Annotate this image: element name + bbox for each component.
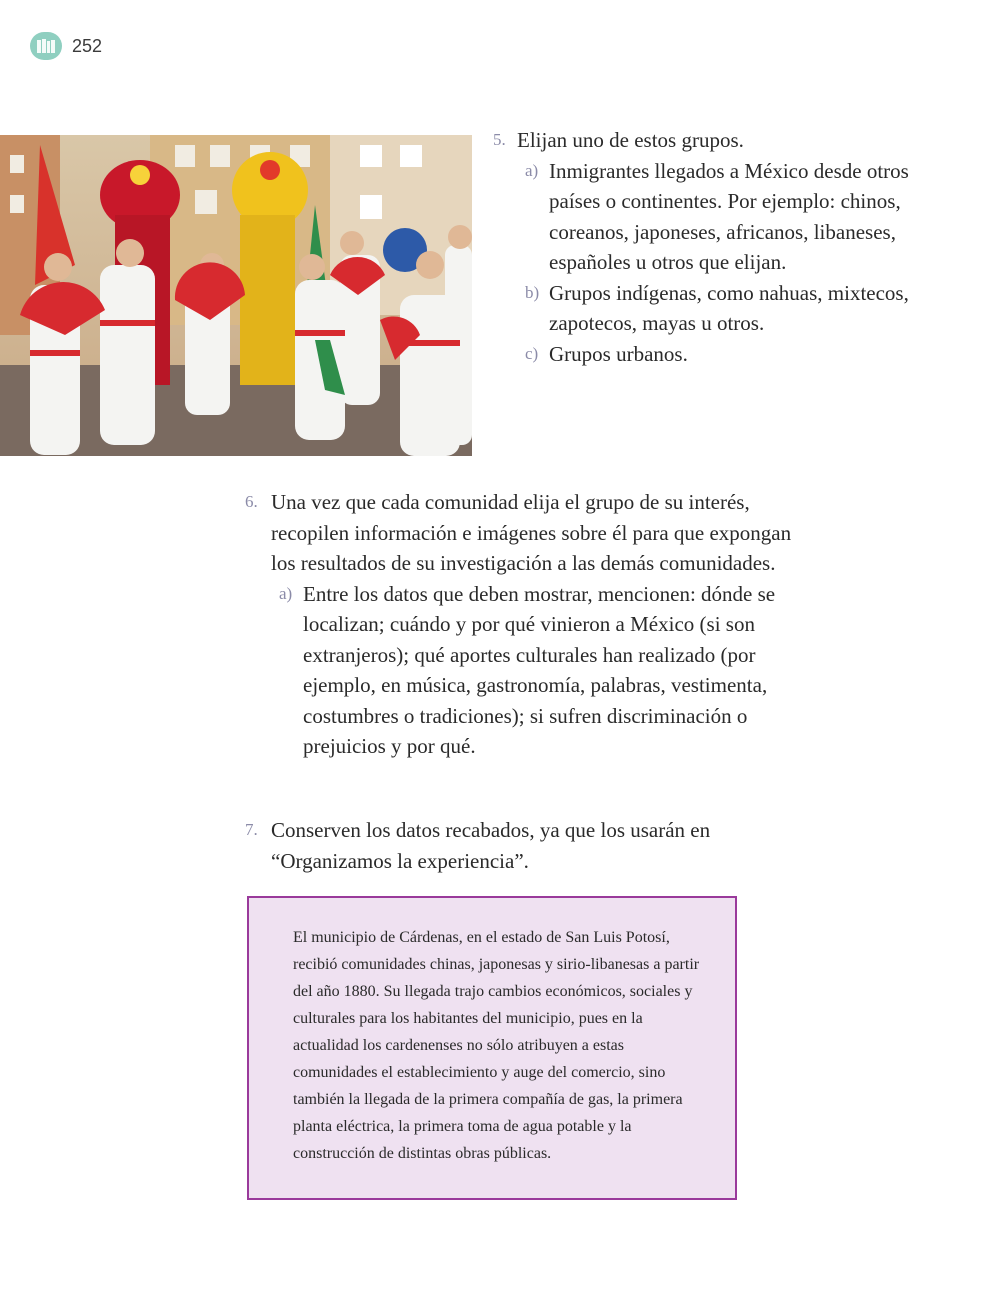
- parade-photo: [0, 135, 472, 456]
- sub-item-a: [279, 579, 805, 762]
- books-logo-icon: [30, 32, 62, 60]
- activity-number: 6.: [245, 492, 258, 511]
- sub-item-text: Grupos indígenas, como nahuas, mixtecos, zapotecos, mayas u otros.: [549, 280, 909, 335]
- sub-item-letter: b): [525, 282, 540, 302]
- sub-item-text: Entre los datos que deben mostrar, mencionen: dónde se localizan; cuándo y por qué vinieron a México (si son extranjeros); qué aportes culturales han realizado (por ejemplo, en música, gastronomía, palabras, vestimenta, costumbres o tradiciones); si sufren discriminación o prejuicios y por qué.: [303, 581, 776, 758]
- activity-7-item: [245, 815, 765, 876]
- activity-text: Una vez que cada comunidad elija el grupo de su interés, recopilen información e imágenes sobre él para que expongan los resultados de su investigación a las demás comunidades.: [271, 490, 792, 575]
- activity-text: Conserven los datos recabados, ya que los usarán en “Organizamos la experiencia”.: [271, 818, 711, 873]
- info-box-text: El municipio de Cárdenas, en el estado de San Luis Potosí, recibió comunidades chinas, japonesas y sirio-libanesas a partir del año 1880. Su llegada trajo cambios económicos, sociales y culturales para los habitantes del municipio, pues en la actualidad los cardenenses no sólo atribuyen a estas comunidades el establecimiento y auge del comercio, sino también la llegada de la primera compañía de gas, la primera planta eléctrica, la primera toma de agua potable y la construcción de distintas obras públicas.: [293, 929, 700, 1162]
- sub-item-c: [525, 339, 933, 370]
- sub-item-letter: a): [279, 583, 293, 603]
- page-header: [30, 32, 102, 60]
- activity-6: [245, 487, 805, 762]
- activity-number: 7.: [245, 820, 258, 839]
- sub-item-text: Grupos urbanos.: [549, 341, 688, 366]
- activity-text: Elijan uno de estos grupos.: [517, 128, 744, 152]
- sub-item-b: [525, 278, 933, 339]
- sub-item-text: Inmigrantes llegados a México desde otros países o continentes. Por ejemplo: chinos, coreanos, japoneses, africanos, libaneses, españoles u otros que elijan.: [549, 158, 909, 274]
- activity-6-item: [245, 487, 805, 762]
- sub-item-letter: c): [525, 343, 539, 363]
- sub-item-a: [525, 156, 933, 278]
- activity-number: 5.: [493, 130, 506, 149]
- sub-item-letter: a): [525, 160, 539, 180]
- activity-5-item: [493, 125, 933, 369]
- page-number: 252: [72, 35, 103, 56]
- activity-7: [245, 815, 765, 876]
- info-box: [247, 896, 737, 1200]
- activity-5: [493, 125, 933, 369]
